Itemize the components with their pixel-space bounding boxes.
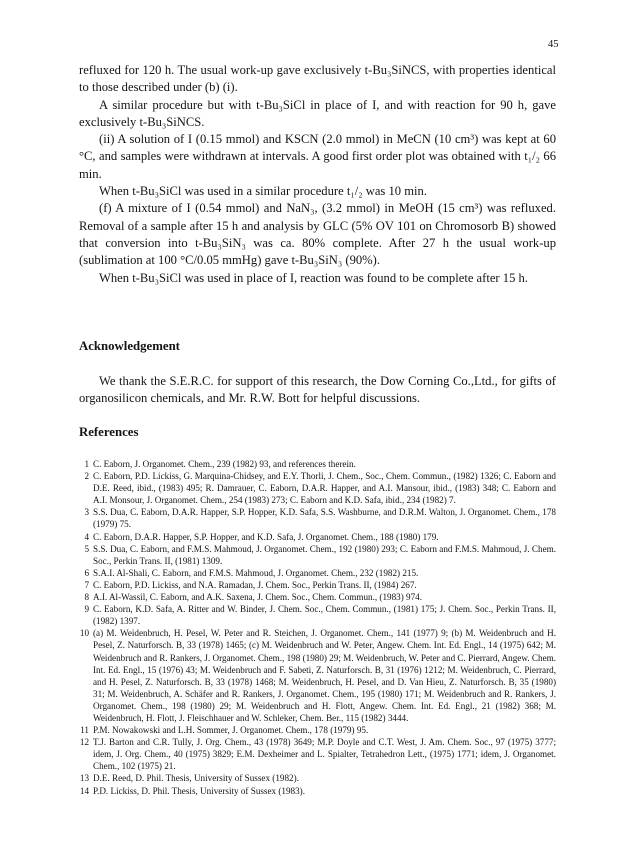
reference-item <box>79 531 556 543</box>
reference-text: C. Eaborn, J. Organomet. Chem., 239 (1982) 93, and references therein. <box>93 459 356 469</box>
reference-text: D.E. Reed, D. Phil. Thesis, University of Sussex (1982). <box>93 773 299 784</box>
reference-number: 8 <box>84 592 89 603</box>
reference-item <box>79 470 556 506</box>
reference-text: (a) M. Weidenbruch, H. Pesel, W. Peter and R. Steichen, J. Organomet. Chem., 141 (1977) 9; (b) M. Weidenbruch and H. Pesel, Z. Naturforsch. B, 33 (1978) 1465; (c) M. Weidenbruch and W. Peter, Angew. Chem. Int. Ed. Engl., 14 (1975) 642; M. Weidenbruch and R. Rankers, J. Organomet. Chem., 198 (1980) 29; M. Weidenbruch, W. Peter and C. Pierrard, Angew. Chem. Int. Ed. Engl., 15 (1976) 43; M. Weidenbruch and F. Sabeti, Z. Naturforsch. B, 31 (1976) 1212; M. Weidenbruch, C. Pierrard, and H. Pesel, Z. Naturforsch. B, 33 (1978) 1468; M. Weidenbruch, H. Pesel, and D. Van Hieu, Z. Naturforsch. B, 35 (1980) 31; M. Weidenbruch, A. Schäfer and R. Rankers, J. Organomet. Chem., 195 (1980) 171; M. Weidenbruch and R. Rankers, J. Organomet. Chem., 198 (1980) 29; M. Weidenbruch and H. Flott, Angew. Chem. Int. Ed. Engl., 21 (1982) 368; M. Weidenbruch, H. Flott, J. Fleischhauer and W. Schleker, Chem. Ber., 115 (1982) 3444. <box>93 628 556 723</box>
experimental-text <box>79 62 556 287</box>
reference-number: 2 <box>84 471 89 482</box>
references-heading: References <box>79 425 139 439</box>
reference-number: 14 <box>79 785 89 796</box>
reference-number: 4 <box>84 531 89 542</box>
reference-text: A.I. Al-Wassil, C. Eaborn, and A.K. Saxena, J. Chem. Soc., Chem. Commun., (1983) 974. <box>93 592 423 603</box>
reference-number: 5 <box>84 543 89 554</box>
body-paragraph: refluxed for 120 h. The usual work-up gave exclusively t-Bu₃SiNCS, with properties identical to those described under (b) (i). <box>79 63 556 95</box>
page-number: 45 <box>548 39 559 50</box>
reference-item <box>79 591 556 603</box>
reference-text: P.D. Lickiss, D. Phil. Thesis, University of Sussex (1983). <box>93 785 305 796</box>
body-paragraph: When t-Bu₃SiCl was used in a similar procedure t₁/₂ was 10 min. <box>99 184 427 199</box>
reference-text: S.S. Dua, C. Eaborn, D.A.R. Happer, S.P. Hopper, K.D. Safa, S.S. Washburne, and D.R.M. Walton, J. Organomet. Chem., 178 (1979) 75. <box>93 507 556 530</box>
reference-item <box>79 736 556 772</box>
reference-text: C. Eaborn, D.A.R. Happer, S.P. Hopper, and K.D. Safa, J. Organomet. Chem., 188 (1980) 179. <box>93 531 439 542</box>
reference-number: 3 <box>84 507 89 518</box>
reference-number: 7 <box>84 579 89 590</box>
reference-item <box>79 785 556 797</box>
body-paragraph: (f) A mixture of I (0.54 mmol) and NaN₃, (3.2 mmol) in MeOH (15 cm³) was refluxed. Removal of a sample after 15 h and analysis by GLC (5% OV 101 on Chromosorb B) showed that conversion into t-Bu₃SiN₃ was ca. 80% complete. After 27 h the usual work-up (sublimation at 100 °C/0.05 mmHg) gave t-Bu₃SiN₃ (90%). <box>79 201 556 268</box>
reference-item <box>79 458 556 470</box>
reference-number: 6 <box>84 567 89 578</box>
reference-item <box>79 603 556 627</box>
reference-text: S.S. Dua, C. Eaborn, and F.M.S. Mahmoud, J. Organomet. Chem., 192 (1980) 293; C. Eaborn and F.M.S. Mahmoud, J. Chem. Soc., Perkin Trans. II, (1981) 1309. <box>93 543 556 566</box>
reference-item <box>79 724 556 736</box>
reference-text: C. Eaborn, K.D. Safa, A. Ritter and W. Binder, J. Chem. Soc., Chem. Commun., (1981) 175; J. Chem. Soc., Perkin Trans. II, (1982) 1397. <box>93 604 556 627</box>
reference-text: T.J. Barton and C.R. Tully, J. Org. Chem., 43 (1978) 3649; M.P. Doyle and C.T. West, J. Am. Chem. Soc., 97 (1975) 3777; idem, J. Org. Chem., 40 (1975) 3829; E.M. Dexheimer and L. Spialter, Tetrahedron Lett., (1975) 1771; idem, J. Organomet. Chem., 102 (1975) 21. <box>93 737 556 772</box>
reference-number: 9 <box>84 604 89 615</box>
reference-text: C. Eaborn, P.D. Lickiss, G. Marquina-Chidsey, and E.Y. Thorli, J. Chem., Soc., Chem. Commun., (1982) 1326; C. Eaborn and D.E. Reed, ibid., (1983) 495; R. Damrauer, C. Eaborn, D.A.R. Happer, and A.I. Mansour, ibid., (1983) 348; C. Eaborn and A.I. Monsour, J. Organomet. Chem., 254 (1983) 273; C. Eaborn and K.D. Safa, ibid., 234 (1982) 7. <box>93 471 556 506</box>
acknowledgement-text: We thank the S.E.R.C. for support of this research, the Dow Corning Co.,Ltd., for gifts of organosilicon chemicals, and Mr. R.W. Bott for helpful discussions. <box>79 374 556 406</box>
acknowledgement-section <box>79 373 556 408</box>
reference-number: 12 <box>79 737 89 748</box>
reference-item <box>79 506 556 530</box>
reference-item <box>79 579 556 591</box>
reference-list <box>79 458 556 797</box>
reference-item <box>79 627 556 724</box>
reference-item <box>79 543 556 567</box>
body-paragraph: (ii) A solution of I (0.15 mmol) and KSCN (2.0 mmol) in MeCN (10 cm³) was kept at 60 °C, and samples were withdrawn at intervals. A good first order plot was obtained with t₁/₂ 66 min. <box>79 132 556 181</box>
reference-number: 11 <box>80 725 89 736</box>
reference-text: P.M. Nowakowski and L.H. Sommer, J. Organomet. Chem., 178 (1979) 95. <box>93 725 369 736</box>
reference-item <box>79 567 556 579</box>
reference-number: 1 <box>84 459 89 469</box>
reference-number: 10 <box>79 628 89 639</box>
reference-text: S.A.I. Al-Shali, C. Eaborn, and F.M.S. Mahmoud, J. Organomet. Chem., 232 (1982) 215. <box>93 567 419 578</box>
body-paragraph: When t-Bu₃SiCl was used in place of I, reaction was found to be complete after 15 h. <box>99 270 528 285</box>
acknowledgement-heading: Acknowledgement <box>79 339 180 353</box>
reference-item <box>79 772 556 784</box>
reference-text: C. Eaborn, P.D. Lickiss, and N.A. Ramadan, J. Chem. Soc., Perkin Trans. II, (1984) 267. <box>93 579 417 590</box>
reference-number: 13 <box>79 773 89 784</box>
body-paragraph: A similar procedure but with t-Bu₃SiCl in place of I, and with reaction for 90 h, gave exclusively t-Bu₃SiNCS. <box>79 97 556 129</box>
